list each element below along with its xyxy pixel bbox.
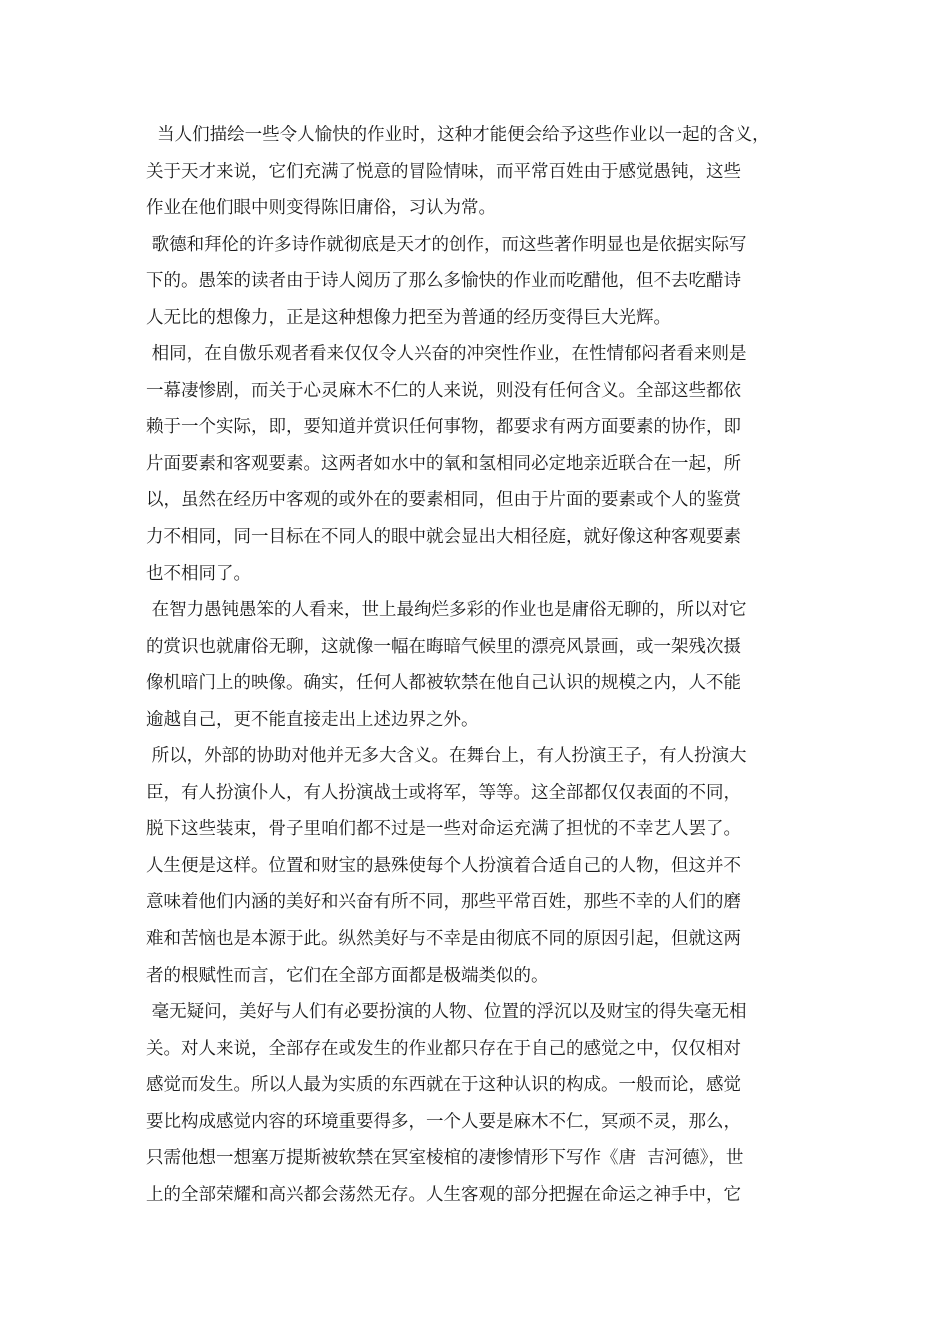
text-line: 关于天才来说，它们充满了悦意的冒险情味，而平常百姓由于感觉愚钝，这些: [146, 161, 741, 182]
text-line: 赖于一个实际，即，要知道并赏识任何事物，都要求有两方面要素的协作，即: [146, 417, 741, 438]
text-line: 感觉而发生。所以人最为实质的东西就在于这种认识的构成。一般而论，感觉: [146, 1075, 741, 1096]
text-line: 只需他想一想塞万提斯被软禁在冥室棱棺的凄惨情形下写作《唐 吉河德》，世: [146, 1148, 744, 1169]
text-line: 在智力愚钝愚笨的人看来，世上最绚烂多彩的作业也是庸俗无聊的，所以对它: [146, 600, 747, 621]
text-line: 者的根赋性而言，它们在全部方面都是极端类似的。: [146, 965, 549, 986]
text-line: 以，虽然在经历中客观的或外在的要素相同，但由于片面的要素或个人的鉴赏: [146, 490, 741, 511]
text-line: 当人们描绘一些令人愉快的作业时，这种才能便会给予这些作业以一起的含义，: [146, 125, 770, 145]
text-line: 意味着他们内涵的美好和兴奋有所不同，那些平常百姓，那些不幸的人们的磨: [146, 892, 741, 913]
text-line: 作业在他们眼中则变得陈旧庸俗，习认为常。: [146, 198, 496, 219]
text-line: 关。对人来说，全部存在或发生的作业都只存在于自己的感觉之中，仅仅相对: [146, 1038, 741, 1059]
text-line: 的赏识也就庸俗无聊，这就像一幅在晦暗气候里的漂亮风景画，或一架残次摄: [146, 636, 741, 657]
text-line: 难和苦恼也是本源于此。纵然美好与不幸是由彻底不同的原因引起，但就这两: [146, 929, 741, 950]
text-line: 下的。愚笨的读者由于诗人阅历了那么多愉快的作业而吃醋他，但不去吃醋诗: [146, 271, 741, 292]
text-line: 臣，有人扮演仆人，有人扮演战士或将军，等等。这全部都仅仅表面的不同，: [146, 782, 741, 803]
text-line: 毫无疑问，美好与人们有必要扮演的人物、位置的浮沉以及财宝的得失毫无相: [146, 1002, 747, 1023]
text-line: 上的全部荣耀和高兴都会荡然无存。人生客观的部分把握在命运之神手中，它: [146, 1184, 741, 1205]
text-line: 逾越自己，更不能直接走出上述边界之外。: [146, 709, 479, 730]
text-line: 人无比的想像力，正是这种想像力把至为普通的经历变得巨大光辉。: [146, 307, 671, 328]
text-line: 也不相同了。: [146, 563, 251, 584]
text-line: 相同，在自傲乐观者看来仅仅令人兴奋的冲突性作业，在性情郁闷者看来则是: [146, 344, 747, 365]
text-line: 脱下这些装束，骨子里咱们都不过是一些对命运充满了担忧的不幸艺人罢了。: [146, 819, 741, 840]
text-line: 人生便是这样。位置和财宝的悬殊使每个人扮演着合适自己的人物，但这并不: [146, 855, 741, 876]
text-line: 片面要素和客观要素。这两者如水中的氧和氢相同必定地亲近联合在一起，所: [146, 453, 741, 474]
text-line: 所以，外部的协助对他并无多大含义。在舞台上，有人扮演王子，有人扮演大: [146, 746, 747, 767]
text-line: 像机暗门上的映像。确实，任何人都被软禁在他自己认识的规模之内，人不能: [146, 673, 741, 694]
text-line: 力不相同，同一目标在不同人的眼中就会显出大相径庭，就好像这种客观要素: [146, 527, 741, 548]
text-line: 一幕凄惨剧，而关于心灵麻木不仁的人来说，则没有任何含义。全部这些都依: [146, 380, 741, 401]
text-line: 歌德和拜伦的许多诗作就彻底是天才的创作，而这些著作明显也是依据实际写: [146, 234, 747, 255]
text-line: 要比构成感觉内容的环境重要得多，一个人要是麻木不仁，冥顽不灵，那么，: [146, 1111, 741, 1132]
body-text: [146, 117, 826, 1213]
